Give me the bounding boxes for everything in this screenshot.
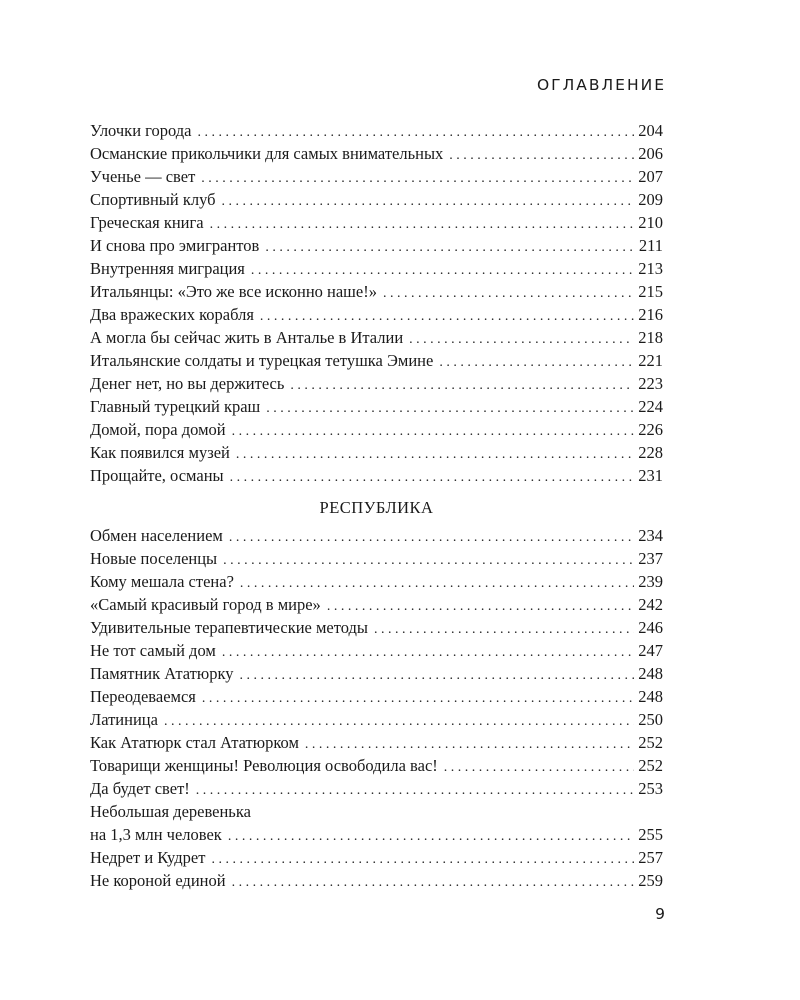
toc-entry[interactable] [90, 524, 663, 547]
toc-entry[interactable] [90, 211, 663, 234]
toc-entry-title: Внутренняя миграция [90, 259, 245, 278]
dot-leader [202, 687, 634, 710]
toc-entry-page: 234 [638, 526, 663, 545]
toc-entry-title: Удивительные терапевтические методы [90, 618, 369, 637]
toc-entry-title: Денег нет, но вы держитесь [90, 374, 285, 393]
toc-entry-page: 226 [638, 420, 663, 439]
dot-leader [444, 756, 634, 779]
toc-entry-page: 248 [638, 687, 663, 706]
toc-entry-page: 223 [638, 374, 663, 393]
running-head: ОГЛАВЛЕНИЕ [536, 76, 666, 94]
toc-entry-page: 204 [638, 121, 663, 140]
toc-entry-page: 206 [638, 144, 663, 163]
toc-entry[interactable] [90, 464, 663, 487]
toc-entry-page: 211 [638, 236, 663, 255]
toc-entry[interactable] [90, 754, 663, 777]
toc-entry[interactable] [90, 257, 663, 280]
toc-entry[interactable] [90, 570, 663, 593]
toc-entry-page: 213 [638, 259, 663, 278]
toc-entry-title: Кому мешала стена? [90, 572, 234, 591]
toc-entry-title-line1: Небольшая деревенька [90, 802, 251, 821]
toc-entry[interactable] [90, 731, 663, 754]
toc-entry[interactable] [90, 418, 663, 441]
dot-leader [232, 871, 635, 894]
toc-entry[interactable] [90, 234, 663, 257]
toc-entry[interactable] [90, 708, 663, 731]
toc-entry-title: Памятник Ататюрку [90, 664, 234, 683]
dot-leader [164, 710, 634, 733]
dot-leader [211, 848, 634, 871]
dot-leader [228, 825, 634, 848]
dot-leader [210, 213, 635, 236]
dot-leader [439, 351, 634, 374]
toc-entry[interactable] [90, 639, 663, 662]
toc-entry-page: 207 [638, 167, 663, 186]
toc-entry-page: 252 [638, 733, 663, 752]
toc-entry[interactable] [90, 188, 663, 211]
dot-leader [266, 397, 634, 420]
section-heading: РЕСПУБЛИКА [319, 498, 434, 517]
toc-entry-page: 216 [638, 305, 663, 324]
toc-entry-page: 242 [638, 595, 663, 614]
toc-entry[interactable] [90, 616, 663, 639]
toc-entry-page: 250 [638, 710, 663, 729]
toc-entry-title: Не короной единой [90, 871, 226, 890]
toc-entry[interactable] [90, 846, 663, 869]
toc-entry-page: 209 [638, 190, 663, 209]
toc-entry[interactable] [90, 326, 663, 349]
toc-entry-title: Как Ататюрк стал Ататюрком [90, 733, 299, 752]
toc-entry[interactable] [90, 349, 663, 372]
toc-entry-title: Спортивный клуб [90, 190, 216, 209]
toc-entry-page: 218 [638, 328, 663, 347]
toc-entry-page: 253 [638, 779, 663, 798]
dot-leader [236, 443, 634, 466]
toc-entry-page: 228 [638, 443, 663, 462]
toc-entry-title: Обмен населением [90, 526, 223, 545]
toc-entry-title: И снова про эмигрантов [90, 236, 260, 255]
toc-entry[interactable] [90, 372, 663, 395]
toc-entry-title: Новые поселенцы [90, 549, 218, 568]
toc-entry-title: А могла бы сейчас жить в Анталье в Италии [90, 328, 404, 347]
dot-leader [374, 618, 634, 641]
toc-entry-page: 246 [638, 618, 663, 637]
toc-entry[interactable] [90, 662, 663, 685]
toc-entry-page: 252 [638, 756, 663, 775]
toc-entry-multiline[interactable] [90, 800, 663, 846]
toc-entry-title: Ученье — свет [90, 167, 196, 186]
page-number: 9 [655, 905, 665, 923]
dot-leader [229, 526, 634, 549]
toc-entry[interactable] [90, 165, 663, 188]
toc-entry-page: 248 [638, 664, 663, 683]
toc-entry-title: Прощайте, османы [90, 466, 224, 485]
toc-entry[interactable] [90, 142, 663, 165]
dot-leader [327, 595, 634, 618]
toc-entry[interactable] [90, 869, 663, 892]
dot-leader [449, 144, 634, 167]
dot-leader [230, 466, 635, 489]
toc-entry-title: Недрет и Кудрет [90, 848, 206, 867]
toc-entry-page: 210 [638, 213, 663, 232]
toc-entry-page: 215 [638, 282, 663, 301]
toc-entry-title: Итальянцы: «Это же все исконно наше!» [90, 282, 377, 301]
toc-entry-title: Домой, пора домой [90, 420, 226, 439]
dot-leader [409, 328, 634, 351]
toc-entry-title: «Самый красивый город в мире» [90, 595, 321, 614]
toc-entry-page: 259 [638, 871, 663, 890]
toc-entry-title: Да будет свет! [90, 779, 190, 798]
toc-entry-title: Переодеваемся [90, 687, 196, 706]
toc-entry-title: Итальянские солдаты и турецкая тетушка Эмине [90, 351, 434, 370]
dot-leader [265, 236, 635, 259]
toc-entry-title: Латиница [90, 710, 158, 729]
dot-leader [223, 549, 634, 572]
dot-leader [240, 572, 634, 595]
toc-entry[interactable] [90, 303, 663, 326]
toc-entry[interactable] [90, 119, 663, 142]
dot-leader [196, 779, 634, 802]
toc-entry[interactable] [90, 395, 663, 418]
toc-entry-line2 [90, 823, 663, 846]
toc-entry[interactable] [90, 280, 663, 303]
toc-entry-title: Товарищи женщины! Революция освободила вас! [90, 756, 438, 775]
table-of-contents [90, 119, 663, 892]
toc-entry-page: 221 [638, 351, 663, 370]
dot-leader [198, 121, 635, 144]
toc-entry-page: 257 [638, 848, 663, 867]
toc-entry-title: Не тот самый дом [90, 641, 216, 660]
toc-entry[interactable] [90, 547, 663, 570]
toc-entry-page: 247 [638, 641, 663, 660]
dot-leader [232, 420, 635, 443]
toc-entry-page: 239 [638, 572, 663, 591]
toc-entry-title: Греческая книга [90, 213, 204, 232]
toc-entry[interactable] [90, 685, 663, 708]
dot-leader [251, 259, 634, 282]
dot-leader [222, 190, 635, 213]
toc-entry-page: 255 [638, 825, 663, 844]
toc-entry-title: Два вражеских корабля [90, 305, 254, 324]
dot-leader [305, 733, 634, 756]
dot-leader [222, 641, 634, 664]
toc-entry-title: Османские прикольчики для самых внимательных [90, 144, 444, 163]
toc-entry-title: Как появился музей [90, 443, 230, 462]
toc-entry-title-line2: на 1,3 млн человек [90, 825, 222, 844]
toc-entry-title: Улочки города [90, 121, 192, 140]
toc-entry-title: Главный турецкий краш [90, 397, 261, 416]
toc-entry-page: 237 [638, 549, 663, 568]
dot-leader [290, 374, 634, 397]
toc-entry[interactable] [90, 777, 663, 800]
toc-group-ottoman [90, 119, 663, 487]
dot-leader [201, 167, 634, 190]
dot-leader [383, 282, 634, 305]
toc-entry-page: 231 [638, 466, 663, 485]
toc-group-republic [90, 524, 663, 892]
toc-entry-page: 224 [638, 397, 663, 416]
toc-entry[interactable] [90, 593, 663, 616]
toc-entry[interactable] [90, 441, 663, 464]
dot-leader [240, 664, 635, 687]
dot-leader [260, 305, 634, 328]
